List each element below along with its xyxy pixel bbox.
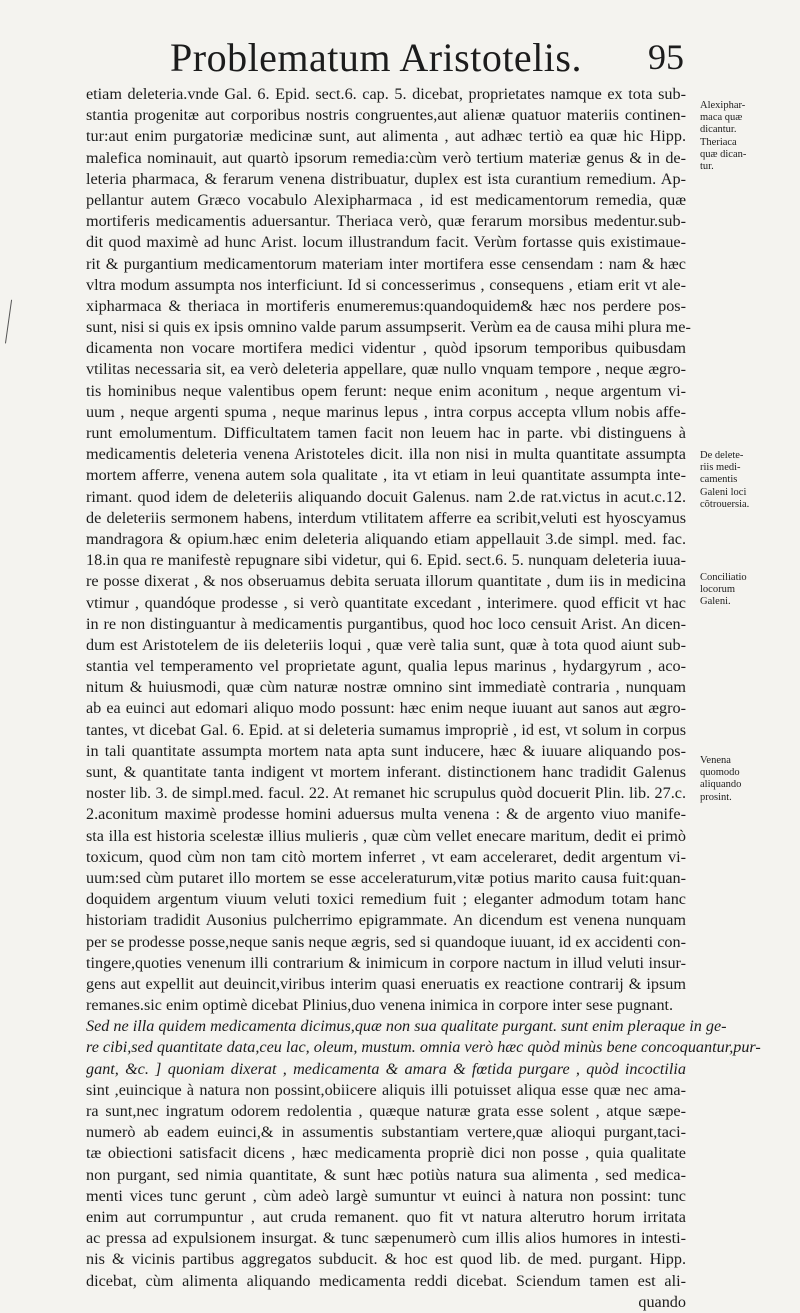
text-line: in tali quantitate assumpta mortem nata apta sunt inducere, hæc & iuuare aliquando pos- <box>86 741 686 760</box>
text-line: nis & vicinis partibus aggregatos subducit. & hoc est quod lib. de med. purgant. Hipp. <box>86 1250 686 1269</box>
note-line: maca quæ <box>700 112 743 124</box>
text-line: tingere,quoties venenum illi contrarium & inimicum in corpore nactum in illud veluti insur- <box>86 953 686 972</box>
text-line: mandragora & opium.hæc enim deleteria aliquando etiam appellauit 3.de simpl. med. fac. <box>86 529 686 548</box>
note-line: aliquando <box>700 779 742 791</box>
note-line: riis medi- <box>700 462 741 474</box>
text-line: doquidem argentum viuum veluti toxici remedium fuit ; eleganter admodum totam hanc <box>86 890 686 909</box>
note-line: Theriaca <box>700 136 737 148</box>
text-line: dit quod maximè ad hunc Arist. locum illustrandum facit. Verùm fortasse quis existimaue- <box>86 233 686 252</box>
note-line: camentis <box>700 474 738 486</box>
margin-note-alexipharmaca <box>700 100 796 173</box>
text-line: 2.aconitum maximè prodesse homini aduersus multa venena : & de argento viuo manife- <box>86 805 686 824</box>
text-line: stantia vel temperamento vel proprietate agunt, qualia lepus marinus , hydargyrum , aco- <box>86 657 686 676</box>
text-line: dicamenta non vocare mortifera medici videntur , quòd ipsorum temporibus quibusdam <box>86 339 686 358</box>
text-line: toxicum, quod cùm non tam citò mortem inferret , vt eam acceleraret, dedit argentum vi- <box>86 847 686 866</box>
text-line: ra sunt,nec ingratum odorem redolentia , quæque naturæ grata esse solent , atque sæpe- <box>86 1102 686 1120</box>
text-line: stantia progenitæ aut corporibus nostris congruentes,aut alienæ quatuor materiis continen- <box>86 106 686 125</box>
note-line: Conciliatio <box>700 572 747 583</box>
text-line: vtilitas necessaria sit, ea verò deleteria appellare, quæ nullo vnquam tempore , neque ægro- <box>86 360 686 379</box>
text-line: noster lib. 3. de simpl.med. facul. 22. At remanet hic scrupulus quòd docuerit Plin. lib. 27.c. <box>86 784 686 803</box>
note-line: Venena <box>700 755 731 766</box>
text-line: dicebat, cùm alimenta aliquando medicamenta reddi dicebat. Sciendum tamen est ali- <box>86 1271 686 1290</box>
text-line: re posse dixerat , & nos obseruamus debita seruata illorum quantitate , dum iis in medicina <box>86 572 686 591</box>
margin-note-venena <box>700 755 796 804</box>
text-line: nitum & huiusmodi, quæ cùm naturæ nostræ omnino sint immediatè contraria , nunquam <box>86 678 686 697</box>
margin-pen-mark <box>5 300 18 345</box>
text-line: dum est Aristotelem de iis deleteriis loqui , quæ verè talia sunt, quæ à tota quod aiunt sub- <box>86 635 686 654</box>
text-line: gens aut expellit aut deuincit,viribus interim quasi eneruatis ex reactione contrarij & ipsum <box>86 974 686 993</box>
text-line: rimant. quod idem de deleteriis aliquando docuit Galenus. nam 2.de rat.victus in acut.c.12. <box>86 487 686 506</box>
page-number: 95 <box>648 37 684 77</box>
margin-note-deleteria <box>700 450 796 511</box>
text-line: tæ obiectioni satisfacit dicens , hæc medicamenta propriè dici non posse , quia qualitate <box>86 1144 686 1163</box>
text-line: historiam tradidit Ausonius pulcherrimo epigrammate. An dicendum est venena nunquam <box>86 911 686 930</box>
text-line: ab ea euinci aut edomari aliquo modo possunt: hæc enim neque iuuant aut sanos aut ægro- <box>86 699 686 718</box>
text-line: leteria pharmaca, & ferarum venena distribuatur, duplex est ista curantium remedium. Ap- <box>86 169 686 188</box>
text-line: per se prodesse posse,neque sanis neque ægris, sed si quandoque iuuant, id ex accidenti con- <box>86 932 686 951</box>
note-line: dicantur. <box>700 124 737 136</box>
running-head <box>0 34 800 86</box>
text-line: de deleteriis sermonem habens, interdum vtilitatem afferre ea scribit,veluti est hyoscyamus <box>86 508 686 527</box>
text-line: ac pressa ad expulsionem insurgat. & tunc sæpenumerò cum illis alios humores in intesti- <box>86 1229 686 1248</box>
text-line: menti vices tunc gerunt , cùm adeò largè sumuntur vt euinci à natura non possint: tunc <box>86 1186 686 1205</box>
text-line: vtimur , quandóque prodesse , si verò quantitate excedant , interimere. quod efficit vt hac <box>86 593 686 612</box>
note-line: quomodo <box>700 767 740 779</box>
note-line: De delete- <box>700 450 744 461</box>
text-line: malefica nominauit, aut quartò ipsorum remedia:cùm verò tertium materiæ genus & in de- <box>86 148 686 167</box>
text-line: rit & purgantium medicamentorum materiam inter mortifera esse censendam : nam & hæc <box>86 254 686 273</box>
text-line: tur:aut enim purgatoriæ medicinæ sunt, aut alimenta , aut adhæc tertiò ea quæ hic Hipp. <box>86 127 686 146</box>
text-line: tis hominibus neque valentibus opem ferunt: neque enim aconitum , neque argentum vi- <box>86 381 686 400</box>
text-line: non purgant, sed nimia quantitate, & sunt hæc potiùs natura sua alimenta , sed medica- <box>86 1165 686 1184</box>
text-line: numerò ab eadem euinci,& in assumentis substantiam vertere,quæ alioqui purgant,taci- <box>86 1123 686 1142</box>
catchword: quando <box>638 1292 686 1311</box>
text-line: vltra modum assumpta nos interficiunt. Id si concesserimus , consequens , etiam erit vt ale- <box>86 275 686 294</box>
note-line: prosint. <box>700 791 732 803</box>
text-line: xipharmaca & theriaca in mortiferis enumeremus:quandoquidem& hæc nos perdere pos- <box>86 296 686 315</box>
text-line: mortiferis medicamentis aduersantur. Theriaca verò, quæ ferarum morsibus medentur.sub- <box>86 212 686 231</box>
text-line: runt emolumentum. Difficultatem tamen facit non leuem hac in parte. vbi distinguens à <box>86 424 686 442</box>
lemma-line: gant, &c. ] quoniam dixerat , medicamenta & amara & fœtida purgare , quòd incoctilia <box>86 1059 686 1078</box>
text-line: sunt, & quantitate tanta indigent vt mortem inferant. distinctionem hanc tradidit Galenus <box>86 763 686 781</box>
note-line: cõtrouersia. <box>700 498 750 510</box>
lemma-line: re cibi,sed quantitate data,ceu lac, oleum, mustum. omnia verò hæc quòd minùs bene concoquantur,pur- <box>86 1038 761 1057</box>
text-line: uum:sed cùm putaret illo mortem se esse acceleraturum,vitæ potius marito causa fuit:quan- <box>86 868 686 887</box>
text-line: 18.in qua re manifestè repugnare sibi videtur, qui 6. Epid. sect.6. 5. nunquam deleteria iuua- <box>86 551 686 570</box>
text-line: medicamentis deleteria venena Aristoteles dicit. illa non nisi in multa quantitate assumpta <box>86 445 686 464</box>
note-line: Alexiphar- <box>700 100 746 111</box>
text-line: sta illa est historia scelestæ illius mulieris , quæ cùm vellet enecare maritum, dedit ei primò <box>86 826 686 845</box>
note-line: tur. <box>700 161 714 173</box>
note-line: locorum <box>700 584 735 596</box>
text-line: in re non distinguantur à medicamentis purgantibus, quod hoc loco censuit Arist. An dicen- <box>86 614 686 633</box>
text-line: mortem afferre, venena autem sola qualitate , ita vt etiam in leui quantitate assumpta inte- <box>86 466 686 485</box>
text-line: enim aut corrumpuntur , aut cruda remanent. quo fit vt natura alterutro horum irritata <box>86 1207 686 1226</box>
text-line: tantes, vt dicebat Gal. 6. Epid. at si deleteria sumamus impropriè , id est, vt solum in corpus <box>86 720 686 739</box>
lemma-line: Sed ne illa quidem medicamenta dicimus,quæ non sua qualitate purgant. sunt enim pleraque in ge- <box>86 1017 727 1036</box>
text-line: sunt, nisi si quis ex ipsis omnino valde parum assumpserit. Verùm ea de causa mihi plura me- <box>86 318 691 337</box>
note-line: Galeni. <box>700 596 731 608</box>
note-line: Galeni loci <box>700 486 747 498</box>
note-line: quæ dican- <box>700 148 747 160</box>
margin-note-conciliatio <box>700 572 796 609</box>
text-line: etiam deleteria.vnde Gal. 6. Epid. sect.6. cap. 5. dicebat, proprietates namque ex tota sub- <box>86 85 686 103</box>
text-line: uum , neque argenti spuma , neque marinus lepus , intra corpus accepta vllum nobis affe- <box>86 402 686 421</box>
text-line: pellantur autem Græco vocabulo Alexipharmaca , id est medicamentorum remedia, quæ <box>86 190 686 209</box>
text-line: remanes.sic enim optimè dicebat Plinius,duo venena inimica in corpore inter sese pugnant. <box>86 996 674 1015</box>
page-title: Problematum Aristotelis. <box>170 35 582 80</box>
text-line: sint ,euincique à natura non possint,obiicere aliquis illi potuisset aliqua esse quæ nec ama- <box>86 1080 686 1099</box>
